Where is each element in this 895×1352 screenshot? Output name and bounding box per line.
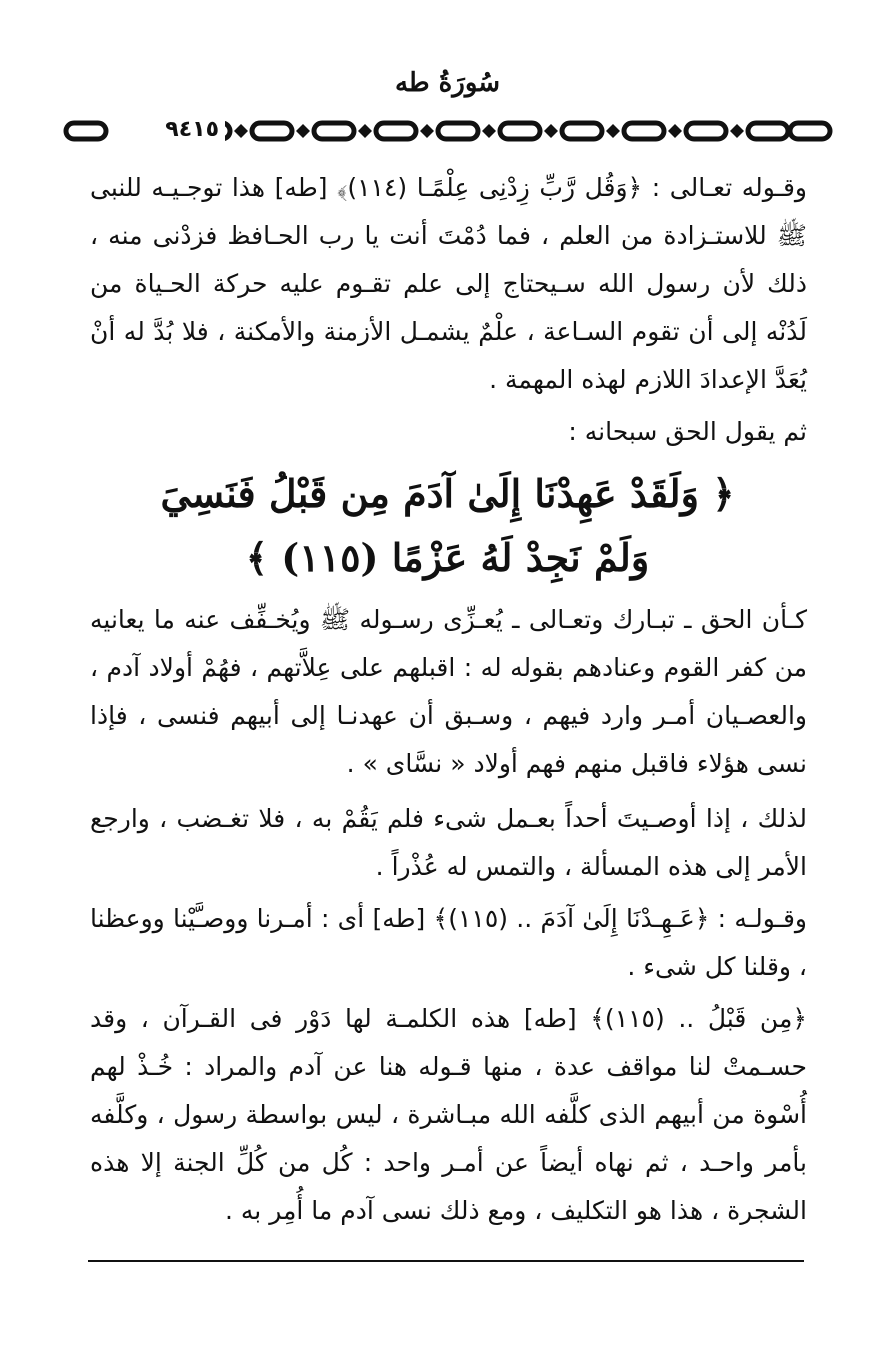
paragraph-4 [90, 795, 807, 891]
footer-divider [88, 1260, 804, 1262]
surah-title: سُورَةُ طه [394, 68, 501, 98]
page-number: ٩٤١٥ [159, 117, 225, 142]
paragraph-6 [90, 995, 807, 1235]
paragraph-3 [90, 596, 807, 788]
paragraph-5 [90, 895, 807, 991]
quran-verse-line-1: ﴿ وَلَقَدْ عَهِدْنَا إِلَىٰ آدَمَ مِن قَبْلُ فَنَسِيَ [160, 471, 735, 516]
paragraph-text: وقـوله تعـالى : ﴿وَقُل رَّبِّ زِدْنِى عِلْمًـا (١١٤)﴾ [طه] هذا توجـيـه للنبى ﷺ للاستـزادة من العلم ، فما دُمْتَ أنت يا رب الحـافظ فزدْنى منه ، ذلك لأن رسول الله سـيحتاج إلى علم تقـوم عليه حركة الحـياة من لَدُنْه إلى أن تقوم السـاعة ، علْمٌ يشمـل الأزمنة والأمكنة ، فلا بُدَّ له أنْ يُعَدَّ الإعدادَ اللازم لهذه المهمة . [90, 173, 807, 394]
paragraph-text: ثم يقول الحق سبحانه : [568, 417, 807, 446]
quran-verse-line-2: وَلَمْ نَجِدْ لَهُ عَزْمًا (١١٥) ﴾ [245, 535, 650, 580]
paragraph-text: ﴿مِن قَبْلُ .. (١١٥)﴾ [طه] هذه الكلمـة لها دَوْر فى القـرآن ، وقد حسـمتْ لنا مواقف عدة ، منها قـوله هنا عن آدم والمراد : خُـذْ لهم أُسْوة من أبيهم الذى كلَّفه الله مبـاشرة ، ليس بواسطة رسول ، وكلَّفه بأمر واحـد ، ثم نهاه أيضاً عن أمـر واحد : كُل من كُلِّ الجنة إلا هذه الشجرة ، هذا هو التكليف ، ومع ذلك نسى آدم ما أُمِر به . [90, 1004, 807, 1225]
paragraph-2 [90, 408, 807, 456]
paragraph-text: كـأن الحق ـ تبـارك وتعـالى ـ يُعـزِّى رسـوله ﷺ ويُخـفِّف عنه ما يعانيه من كفر القوم وعنادهم بقوله له : اقبلهم على عِلاَّتهم ، فهُمْ أولاد آدم ، والعصـيان أمـر وارد فيهم ، وسـبق أن عهدنـا إلى أبيهم فنسى ، فإذا نسى هؤلاء فاقبل منهم فهم أولاد « نسَّاى » . [90, 605, 807, 778]
paragraph-text: وقـولـه : ﴿عَـهِـدْنَا إِلَىٰ آدَمَ .. (١١٥)﴾ [طه] أى : أمـرنا ووصـَّيْنا ووعظنا ، وقلنا كل شىء . [90, 904, 807, 981]
paragraph-text: لذلك ، إذا أوصـيتَ أحداً بعـمل شىء فلم يَقُمْ به ، فلا تغـضب ، وارجع الأمر إلى هذه المسألة ، والتمس له عُذْراً . [90, 804, 807, 881]
paragraph-1 [90, 164, 807, 404]
